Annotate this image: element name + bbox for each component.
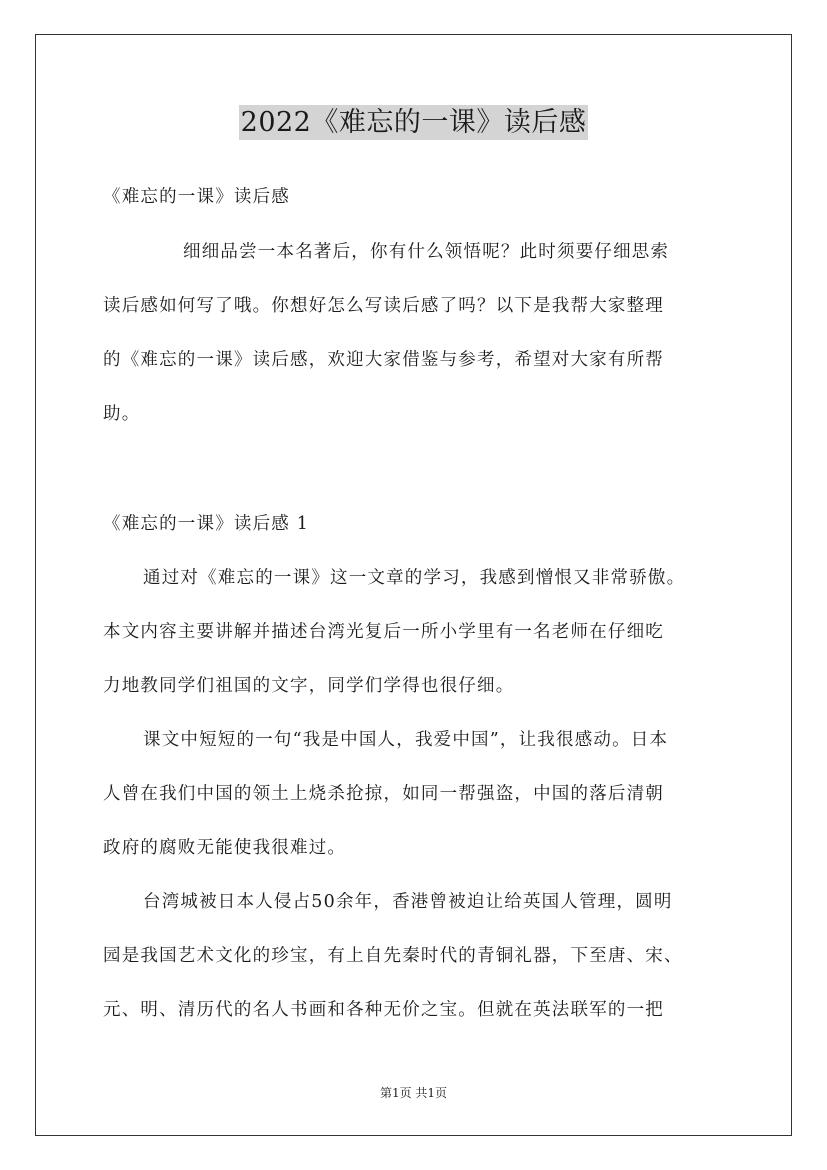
body-line-4: 课文中短短的一句“我是中国人，我爱中国”，让我很感动。日本 [143, 730, 669, 750]
body-line-8: 园是我国艺术文化的珍宝，有上自先秦时代的青铜礼器，下至唐、宋、 [103, 946, 683, 966]
page-footer: 第1页 共1页 [379, 1086, 448, 1100]
body-line-2: 本文内容主要讲解并描述台湾光复后一所小学里有一名老师在仔细吃 [103, 622, 664, 642]
intro-line-3: 的《难忘的一课》读后感，欢迎大家借鉴与参考，希望对大家有所帮 [103, 350, 664, 370]
intro-line-4: 助。 [103, 404, 141, 424]
body-line-5: 人曾在我们中国的领土上烧杀抢掠，如同一帮强盗，中国的落后清朝 [103, 784, 664, 804]
intro-line-1: 细细品尝一本名著后，你有什么领悟呢？此时须要仔细思索 [183, 242, 670, 262]
intro-line-2: 读后感如何写了哦。你想好怎么写读后感了吗？以下是我帮大家整理 [103, 296, 664, 316]
document-subtitle: 《难忘的一课》读后感 [103, 187, 290, 207]
body-line-6: 政府的腐败无能使我很难过。 [103, 838, 347, 858]
document-title: 2022《难忘的一课》读后感 [240, 107, 587, 138]
body-line-7: 台湾城被日本人侵占50余年，香港曾被迫让给英国人管理，圆明 [143, 892, 673, 912]
body-line-9: 元、明、清历代的名人书画和各种无价之宝。但就在英法联军的一把 [103, 1000, 664, 1020]
section-heading: 《难忘的一课》读后感 1 [103, 514, 310, 534]
body-line-1: 通过对《难忘的一课》这一文章的学习，我感到憎恨又非常骄傲。 [143, 568, 686, 588]
document-title-wrap [0, 100, 827, 139]
body-line-3: 力地教同学们祖国的文字，同学们学得也很仔细。 [103, 676, 515, 696]
